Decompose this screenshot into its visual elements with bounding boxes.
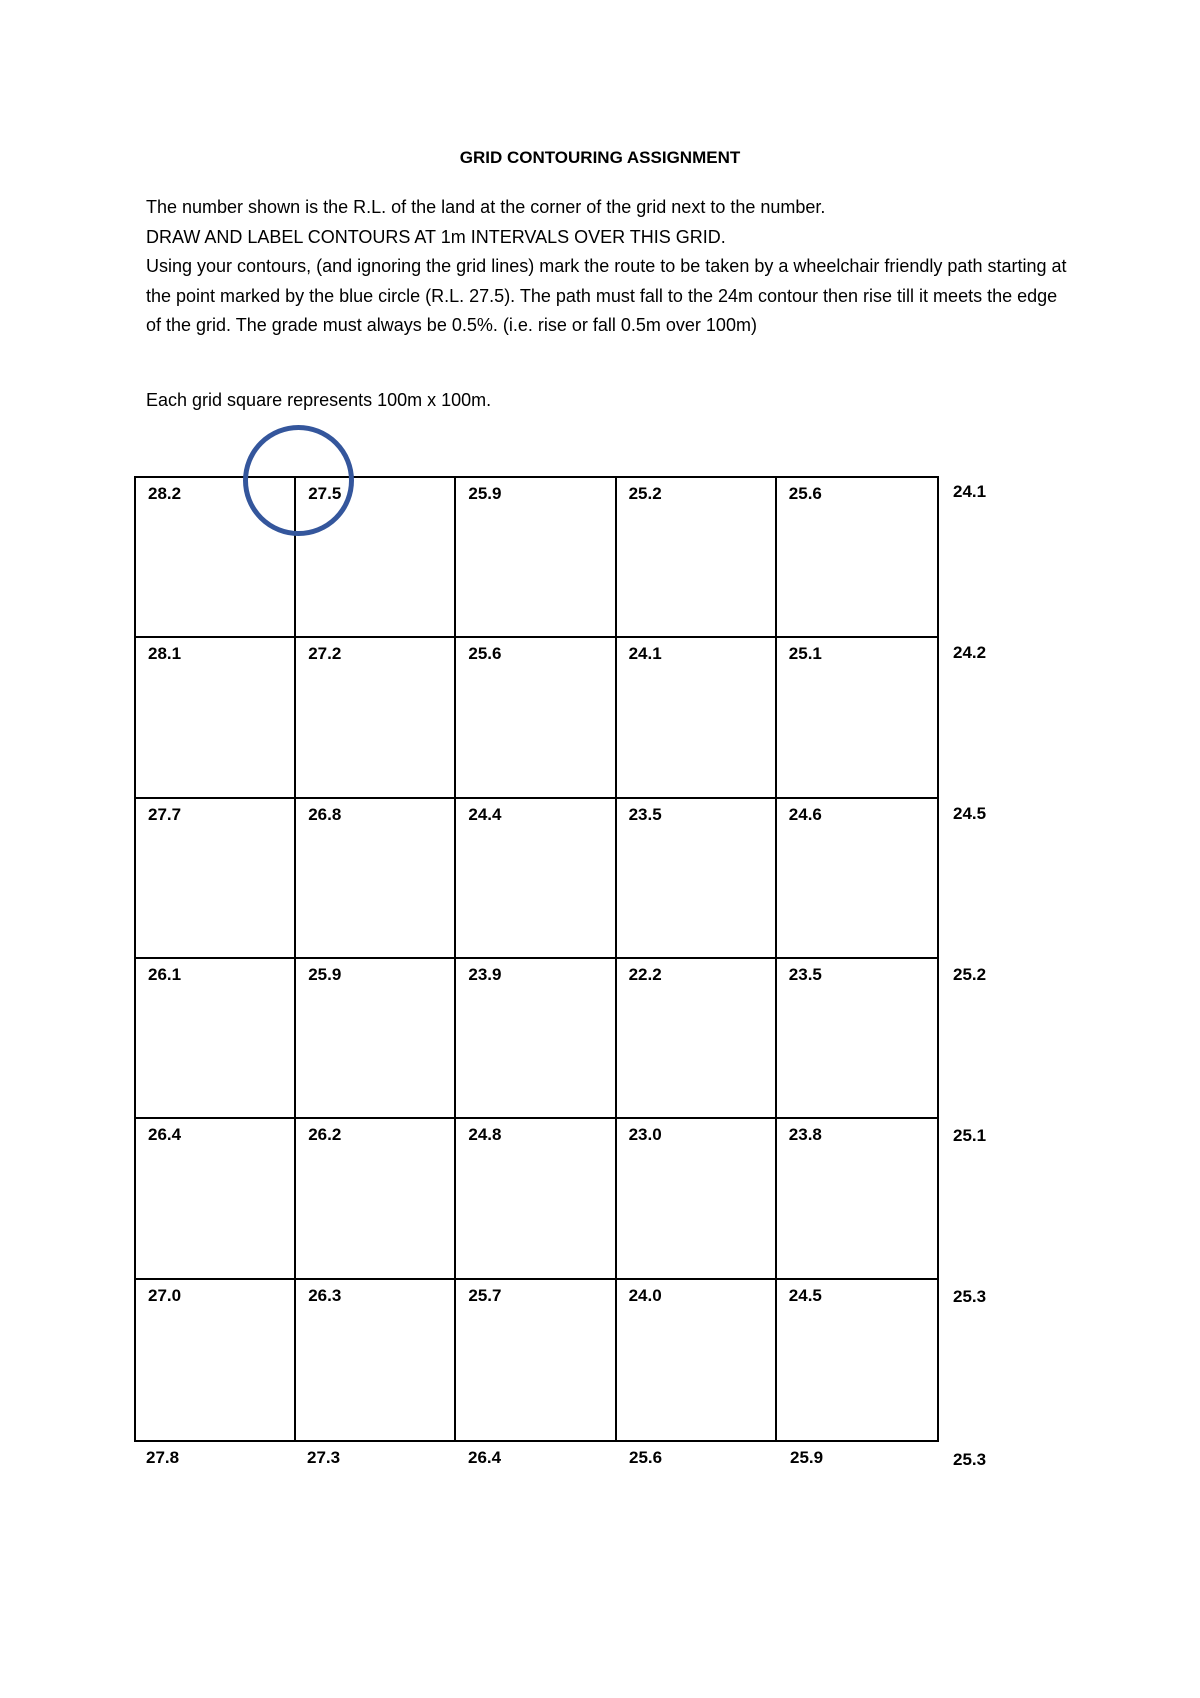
grid-cell xyxy=(617,959,777,1119)
rl-value: 25.1 xyxy=(788,644,822,664)
instruction-line: DRAW AND LABEL CONTOURS AT 1m INTERVALS OVER THIS GRID. xyxy=(146,226,726,247)
grid-cell xyxy=(456,959,616,1119)
rl-value: 24.1 xyxy=(953,482,987,501)
rl-value: 26.3 xyxy=(308,1285,342,1305)
rl-value: 23.5 xyxy=(628,804,662,824)
start-point-circle xyxy=(243,425,354,536)
rl-value: 26.4 xyxy=(468,1448,502,1467)
grid-cell xyxy=(296,799,456,959)
rl-value: 25.2 xyxy=(953,965,987,984)
rl-value: 24.5 xyxy=(953,804,987,823)
rl-value: 24.1 xyxy=(628,644,662,664)
grid-cell xyxy=(136,1280,296,1440)
grid-cell xyxy=(777,959,937,1119)
rl-value: 27.8 xyxy=(146,1448,180,1467)
rl-value: 28.2 xyxy=(148,484,182,503)
grid-cell xyxy=(136,638,296,798)
grid-cell xyxy=(617,1280,777,1440)
rl-value: 27.3 xyxy=(307,1448,341,1467)
rl-value: 27.7 xyxy=(148,804,182,824)
grid-cell xyxy=(617,799,777,959)
rl-value: 24.0 xyxy=(628,1285,662,1305)
rl-value: 25.9 xyxy=(308,964,342,984)
grid-cell xyxy=(456,478,616,638)
grid-cell xyxy=(456,1280,616,1440)
rl-value: 26.2 xyxy=(308,1125,342,1145)
rl-value: 23.8 xyxy=(788,1125,822,1145)
rl-value: 25.6 xyxy=(629,1448,663,1467)
rl-value: 26.1 xyxy=(148,964,182,984)
rl-value: 27.5 xyxy=(308,484,342,503)
rl-value: 28.1 xyxy=(148,644,182,664)
rl-value: 27.2 xyxy=(308,644,342,664)
rl-value: 24.5 xyxy=(788,1285,822,1305)
grid-cell xyxy=(777,1119,937,1279)
document-title: GRID CONTOURING ASSIGNMENT xyxy=(459,148,741,167)
rl-value: 26.8 xyxy=(308,804,342,824)
grid-cell xyxy=(456,799,616,959)
grid-cell xyxy=(296,1280,456,1440)
grid-cell xyxy=(296,638,456,798)
rl-value: 23.9 xyxy=(468,964,502,984)
rl-value: 25.7 xyxy=(468,1285,502,1305)
grid-cell xyxy=(617,638,777,798)
instruction-line: The number shown is the R.L. of the land at the corner of the grid next to the number. xyxy=(146,197,826,217)
grid-cell xyxy=(136,799,296,959)
grid-cell xyxy=(617,1119,777,1279)
grid-cell xyxy=(777,478,937,638)
grid-cell xyxy=(777,799,937,959)
rl-value: 25.3 xyxy=(953,1450,987,1469)
instructions xyxy=(146,193,1076,341)
rl-value: 25.3 xyxy=(953,1287,987,1306)
grid-cell xyxy=(136,959,296,1119)
rl-value: 27.0 xyxy=(148,1285,182,1305)
grid-cell xyxy=(617,478,777,638)
grid-cell xyxy=(296,959,456,1119)
rl-value: 23.0 xyxy=(628,1125,662,1145)
rl-value: 25.1 xyxy=(953,1126,987,1145)
rl-value: 25.6 xyxy=(788,484,822,503)
contour-grid xyxy=(134,476,939,1442)
rl-value: 25.6 xyxy=(468,644,502,664)
grid-scale-note: Each grid square represents 100m x 100m. xyxy=(146,390,492,410)
rl-value: 24.2 xyxy=(953,643,987,662)
grid-cell xyxy=(777,1280,937,1440)
rl-value: 24.8 xyxy=(468,1125,502,1145)
rl-value: 25.9 xyxy=(790,1448,824,1467)
rl-value: 25.2 xyxy=(628,484,662,503)
grid-cell xyxy=(136,1119,296,1279)
grid-cell xyxy=(456,638,616,798)
grid-cell xyxy=(777,638,937,798)
rl-value: 24.6 xyxy=(788,804,822,824)
rl-value: 22.2 xyxy=(628,964,662,984)
grid-cell xyxy=(456,1119,616,1279)
rl-value: 26.4 xyxy=(148,1125,182,1145)
rl-value: 25.9 xyxy=(468,484,502,503)
rl-value: 23.5 xyxy=(788,964,822,984)
rl-value: 24.4 xyxy=(468,804,502,824)
grid-cell xyxy=(296,1119,456,1279)
instruction-line: Using your contours, (and ignoring the grid lines) mark the route to be taken by a wheelchair friendly path starting at the point marked by the blue circle (R.L. 27.5). The path must fall to the 24m contour then rise till it meets the edge of the grid. The grade must always be 0.5%. (i.e. rise or fall 0.5m over 100m) xyxy=(146,256,1067,335)
